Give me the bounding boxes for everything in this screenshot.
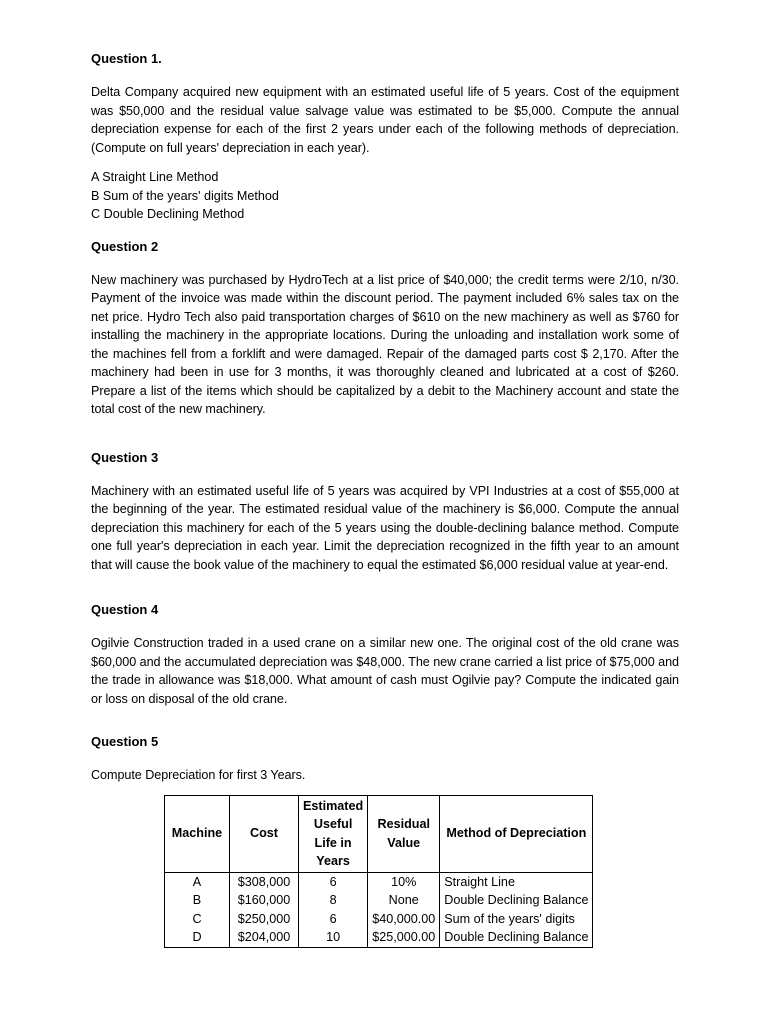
table-header-row	[165, 795, 593, 872]
cell-machine: A	[165, 872, 230, 891]
header-residual-line: Value	[387, 835, 421, 850]
method-item: C Double Declining Method	[91, 207, 245, 221]
cell-machine: D	[165, 928, 230, 947]
question-5-title: Question 5	[91, 734, 159, 749]
cell-residual: $40,000.00	[368, 910, 440, 929]
cell-cost: $250,000	[230, 910, 299, 929]
header-method: Method of Depreciation	[440, 795, 593, 872]
question-3-text: Machinery with an estimated useful life of 5 years was acquired by VPI Industries at a cost of $55,000 at the beginning of the year. The estimated residual value of the machinery is $6,000. Compute the annual depreciation this machinery for each of the 5 years using the double-declining balance method. Compute one full year's depreciation in each year. Limit the depreciation recognized in the fifth year to an amount that will cause the book value of the machinery to equal the estimated $6,000 residual value at year-end.	[91, 483, 679, 572]
cell-method: Straight Line	[440, 872, 593, 891]
cell-life: 10	[299, 928, 368, 947]
header-life-line: Years	[316, 854, 350, 868]
table-row	[165, 928, 593, 947]
header-machine: Machine	[165, 795, 230, 872]
header-cost: Cost	[230, 795, 299, 872]
header-residual	[368, 795, 440, 872]
cell-method: Sum of the years' digits	[440, 910, 593, 929]
table-row	[165, 891, 593, 910]
question-3-title: Question 3	[91, 449, 159, 465]
cell-residual: $25,000.00	[368, 928, 440, 947]
header-life-line: Estimated	[303, 798, 364, 813]
question-4-text: Ogilvie Construction traded in a used crane on a similar new one. The original cost of the old crane was $60,000 and the accumulated depreciation was $48,000. The new crane carried a list price of $75,000 and the trade in allowance was $18,000. What amount of cash must Ogilvie pay? Compute the indicated gain or loss on disposal of the old crane.	[91, 636, 679, 706]
table-row	[165, 872, 593, 891]
question-2-text: New machinery was purchased by HydroTech at a list price of $40,000; the credit terms were 2/10, n/30. Payment of the invoice was made within the discount period. The payment included 6% sales tax on the net price. Hydro Tech also paid transportation charges of $610 on the new machinery as well as $760 for installing the machinery in the appropriate locations. During the unloading and installation work some of the machines fell from a forklift and were damaged. Repair of the damaged parts cost $ 2,170. After the machinery had been in use for 3 months, it was thoroughly cleaned and lubricated at a cost of $260. Prepare a list of the items which should be capitalized by a debit to the Machinery account and state the total cost of the new machinery.	[91, 272, 679, 416]
cell-life: 6	[299, 910, 368, 929]
question-5-text: Compute Depreciation for first 3 Years.	[91, 768, 306, 782]
document-page	[91, 50, 679, 948]
header-life-line: Life in	[314, 835, 352, 850]
cell-life: 6	[299, 872, 368, 891]
depreciation-table	[164, 795, 593, 948]
cell-cost: $160,000	[230, 891, 299, 910]
cell-cost: $308,000	[230, 872, 299, 891]
cell-cost: $204,000	[230, 928, 299, 947]
question-1-methods	[91, 168, 679, 224]
header-life-line: Useful	[313, 817, 353, 831]
question-4-title: Question 4	[91, 602, 159, 617]
cell-method: Double Declining Balance	[440, 928, 593, 947]
method-item: B Sum of the years' digits Method	[91, 188, 279, 203]
cell-machine: C	[165, 910, 230, 929]
cell-machine: B	[165, 891, 230, 910]
table-row	[165, 910, 593, 929]
cell-residual: None	[368, 891, 440, 910]
cell-residual: 10%	[368, 872, 440, 891]
cell-method: Double Declining Balance	[440, 891, 593, 910]
method-item: A Straight Line Method	[91, 170, 219, 184]
question-1-text: Delta Company acquired new equipment with an estimated useful life of 5 years. Cost of the equipment was $50,000 and the residual value salvage value was estimated to be $5,000. Compute the annual depreciation expense for each of the first 2 years under each of the following methods of depreciation. (Compute on full years' depreciation in each year).	[91, 85, 679, 155]
cell-life: 8	[299, 891, 368, 910]
header-residual-line: Residual	[377, 817, 430, 831]
question-2-title: Question 2	[91, 238, 159, 254]
header-life	[299, 795, 368, 872]
question-1-title: Question 1.	[91, 51, 162, 66]
